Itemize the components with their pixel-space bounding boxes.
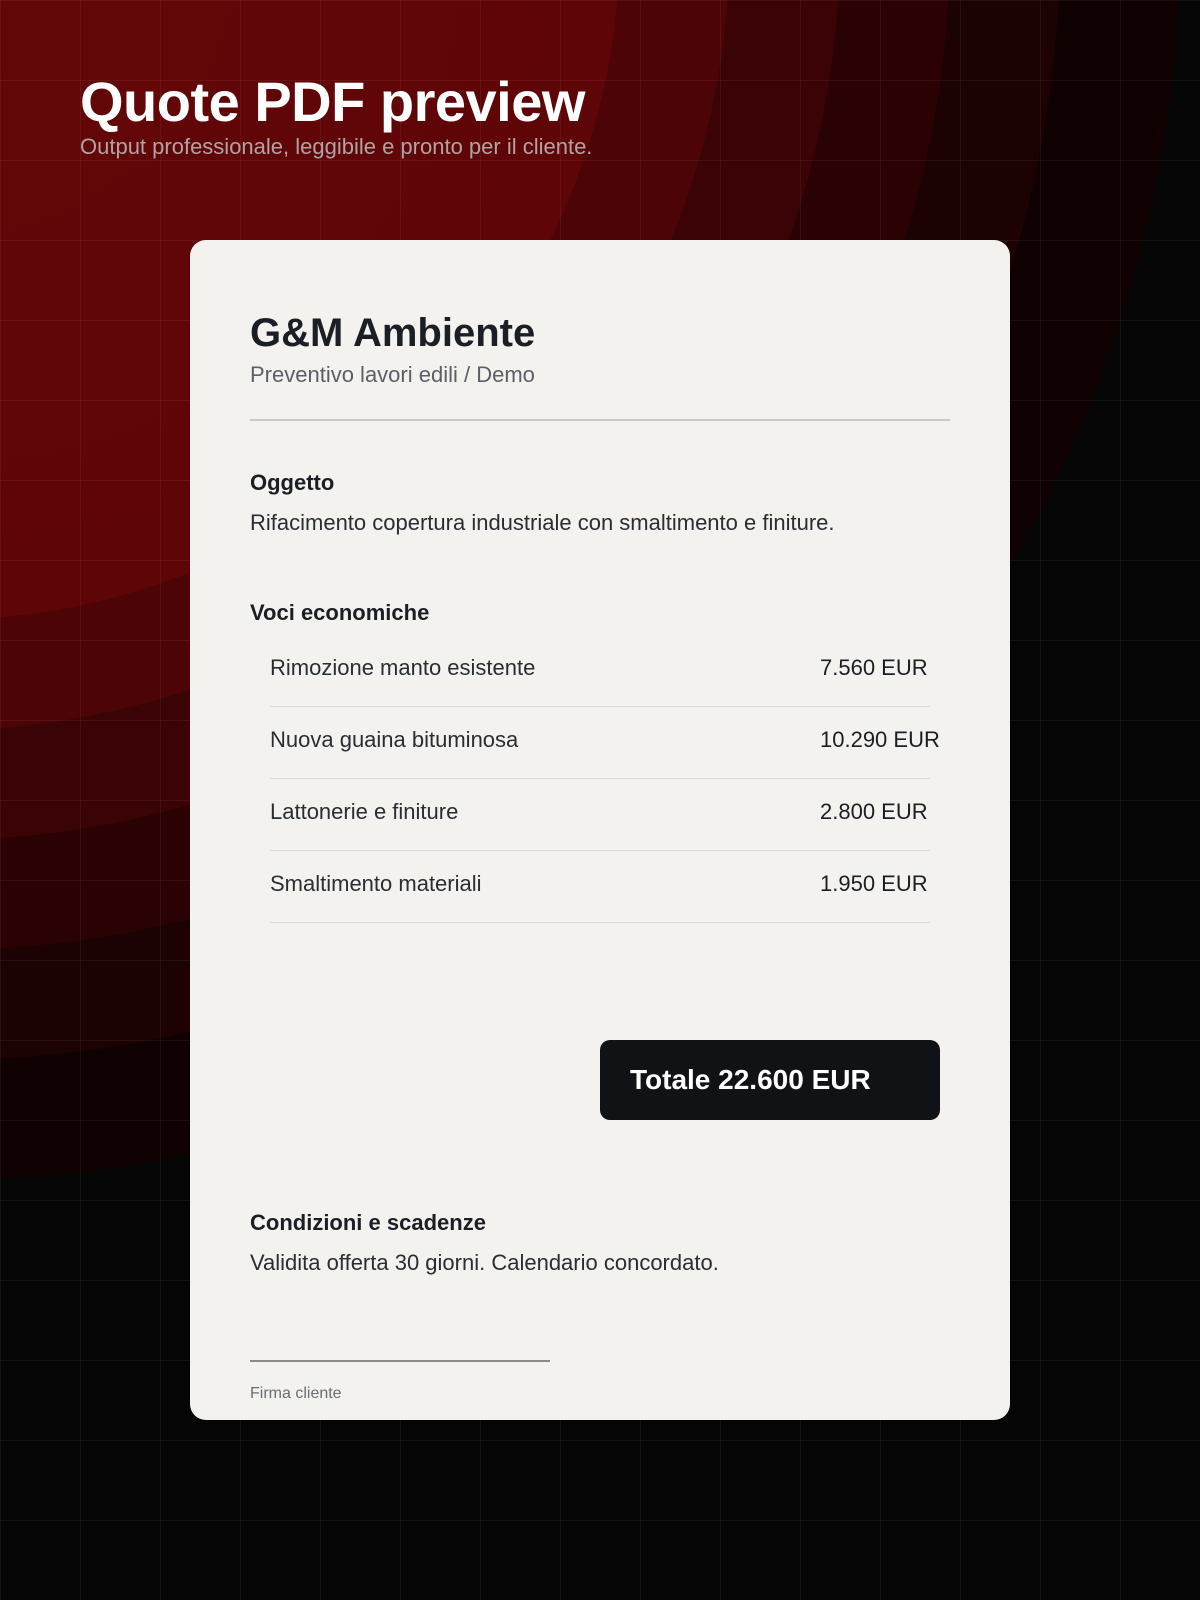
line-item-amount: 7.560 EUR <box>820 655 928 680</box>
header-divider <box>250 419 950 421</box>
line-item-label: Rimozione manto esistente <box>270 655 536 680</box>
total-box <box>600 1040 940 1120</box>
line-item-label: Nuova guaina bituminosa <box>270 727 519 752</box>
company-name: G&M Ambiente <box>250 311 536 355</box>
total-amount: Totale 22.600 EUR <box>630 1064 871 1095</box>
line-item <box>270 851 930 923</box>
line-item <box>270 635 930 707</box>
signature-label: Firma cliente <box>250 1385 342 1402</box>
signature-line <box>250 1360 550 1362</box>
line-items-list <box>270 635 940 923</box>
line-item <box>270 779 930 851</box>
line-item-amount: 1.950 EUR <box>820 871 928 896</box>
page-subtitle: Output professionale, leggibile e pronto per il cliente. <box>80 134 593 159</box>
conditions-heading: Condizioni e scadenze <box>250 1210 486 1235</box>
items-heading: Voci economiche <box>250 600 430 625</box>
quote-document <box>190 240 1010 1420</box>
line-item <box>270 707 940 779</box>
subject-heading: Oggetto <box>250 470 335 495</box>
page-header <box>80 70 592 160</box>
line-item-label: Smaltimento materiali <box>270 871 482 896</box>
conditions-text: Validita offerta 30 giorni. Calendario concordato. <box>250 1250 719 1275</box>
subject-text: Rifacimento copertura industriale con smaltimento e finiture. <box>250 510 835 535</box>
line-item-amount: 10.290 EUR <box>820 727 940 752</box>
document-subtitle: Preventivo lavori edili / Demo <box>250 362 535 387</box>
line-item-label: Lattonerie e finiture <box>270 799 459 824</box>
page-title: Quote PDF preview <box>80 70 585 133</box>
line-item-amount: 2.800 EUR <box>820 799 928 824</box>
